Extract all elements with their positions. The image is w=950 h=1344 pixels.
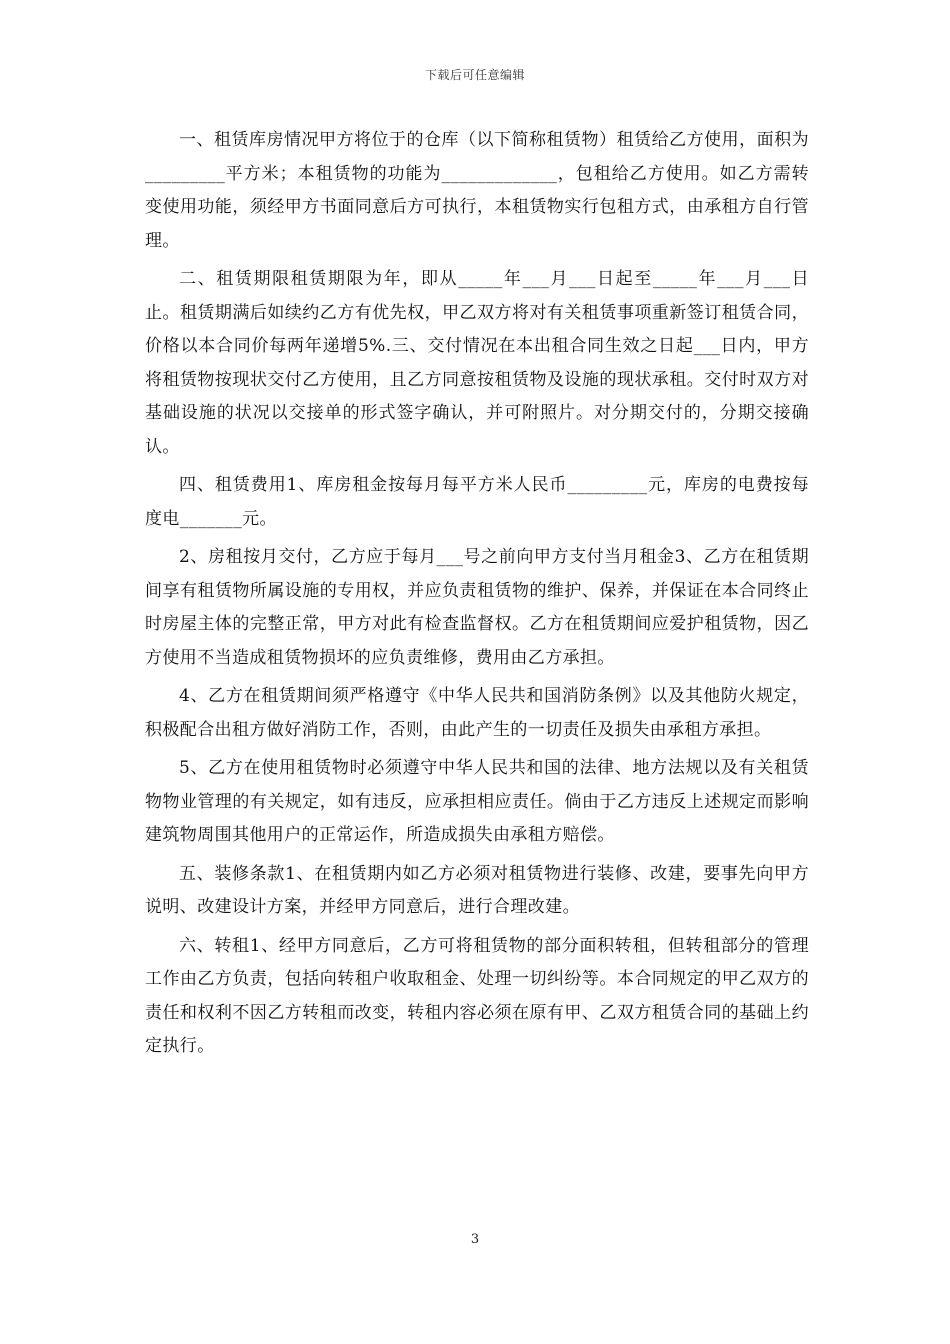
page-number: 3 <box>470 1232 480 1247</box>
paragraph-legal-compliance: 5、乙方在使用租赁物时必须遵守中华人民共和国的法律、地方法规以及有关租赁物物业管理的有关规定，如有违反，应承担相应责任。倘由于乙方违反上述规定而影响建筑物周围其他用户的正常运作，所造成损失由承租方赔偿。 <box>145 758 809 845</box>
paragraph-rent-payment: 2、房租按月交付，乙方应于每月___号之前向甲方支付当月租金3、乙方在租赁期间享有租赁物所属设施的专用权，并应负责租赁物的维护、保养，并保证在本合同终止时房屋主体的完整正常，甲方对此有检查监督权。乙方在租赁期间应爱护租赁物，因乙方使用不当造成租赁物损坏的应负责维修，费用由乙方承担。 <box>145 547 809 668</box>
paragraph-sublease: 六、转租1、经甲方同意后，乙方可将租赁物的部分面积转租，但转租部分的管理工作由乙方负责，包括向转租户收取租金、处理一切纠纷等。本合同规定的甲乙双方的责任和权利不因乙方转租而改变，转租内容必须在原有甲、乙双方租赁合同的基础上约定执行。 <box>145 935 809 1056</box>
document-body <box>145 124 809 1069</box>
paragraph-fire-regulations: 4、乙方在租赁期间须严格遵守《中华人民共和国消防条例》以及其他防火规定，积极配合出租方做好消防工作，否则，由此产生的一切责任及损失由承租方承担。 <box>145 686 809 740</box>
paragraph-lease-fees: 四、租赁费用1、库房租金按每月每平方米人民币_________元，库房的电费按每度电_______元。 <box>145 475 809 529</box>
page-header: 下载后可任意编辑 <box>424 68 525 82</box>
paragraph-lease-term: 二、租赁期限租赁期限为年，即从_____年___月___日起至_____年___月___日止。租赁期满后如续约乙方有优先权，甲乙双方将对有关租赁事项重新签订租赁合同，价格以本合同价每两年递增5%.三、交付情况在本出租合同生效之日起___日内，甲方将租赁物按现状交付乙方使用，且乙方同意按租赁物及设施的现状承租。交付时双方对基础设施的状况以交接单的形式签字确认，并可附照片。对分期交付的，分期交接确认。 <box>145 269 809 457</box>
paragraph-renovation: 五、装修条款1、在租赁期内如乙方必须对租赁物进行装修、改建，要事先向甲方说明、改建设计方案，并经甲方同意后，进行合理改建。 <box>145 863 809 917</box>
paragraph-warehouse-conditions: 一、租赁库房情况甲方将位于的仓库（以下简称租赁物）租赁给乙方使用，面积为_________平方米；本租赁物的功能为_____________，包租给乙方使用。如乙方需转变使用功能，须经甲方书面同意后方可执行，本租赁物实行包租方式，由承租方自行管理。 <box>145 130 809 251</box>
